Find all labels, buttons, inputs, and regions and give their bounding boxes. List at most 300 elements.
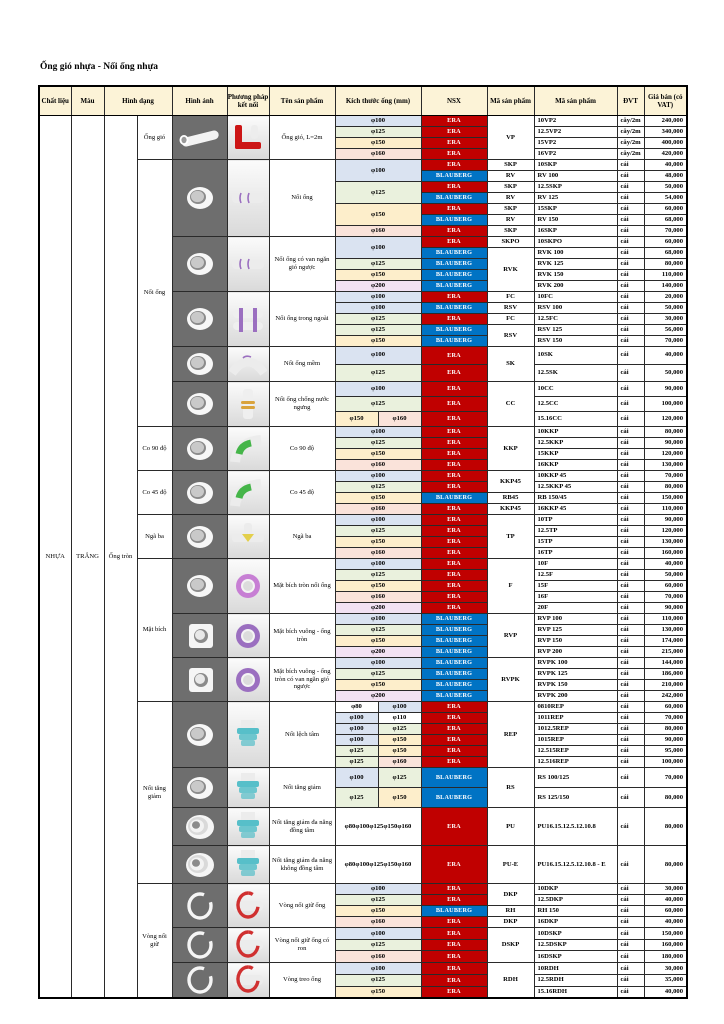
unit-cell: cái — [617, 548, 644, 559]
product-code-cell: RVP 200 — [534, 647, 617, 658]
product-name-cell: Nối ống trong ngoài — [269, 292, 335, 347]
product-code-cell: 12.5F — [534, 570, 617, 581]
price-cell: 120,000 — [644, 412, 687, 427]
product-code-cell: RVK 200 — [534, 281, 617, 292]
product-image — [172, 515, 227, 559]
unit-cell: cái — [617, 397, 644, 412]
size-cell: φ150 — [335, 906, 421, 917]
product-code-group-cell: PU-E — [487, 846, 534, 884]
product-code-cell: RVPK 150 — [534, 680, 617, 691]
product-code-group-cell: RDH — [487, 963, 534, 999]
product-code-cell: RVPK 200 — [534, 691, 617, 702]
size-cell: φ125 — [335, 325, 421, 336]
connection-method-image — [227, 347, 269, 382]
product-code-cell: RSV 100 — [534, 303, 617, 314]
product-image — [172, 928, 227, 963]
size-cell: φ100 — [335, 559, 421, 570]
size-cell: φ125 — [335, 974, 421, 986]
connection-method-image — [227, 928, 269, 963]
product-code-cell: 10SK — [534, 347, 617, 365]
product-name-cell: Nối ống có van ngăn gió ngược — [269, 237, 335, 292]
size-cell: φ100 — [378, 702, 421, 713]
size-cell: φ125 — [335, 788, 378, 808]
price-cell: 30,000 — [644, 963, 687, 975]
manufacturer-badge: BLAUBERG — [421, 680, 487, 691]
product-code-cell: 12.5SKP — [534, 182, 617, 193]
unit-cell: cái — [617, 281, 644, 292]
manufacturer-badge: ERA — [421, 939, 487, 951]
size-cell: φ125 — [335, 625, 421, 636]
form-group-cell: Ống tròn — [104, 116, 137, 999]
manufacturer-badge: ERA — [421, 237, 487, 248]
manufacturer-badge: ERA — [421, 449, 487, 460]
size-cell: φ100 — [335, 614, 421, 625]
manufacturer-badge: ERA — [421, 963, 487, 975]
price-cell: 40,000 — [644, 895, 687, 906]
table-row — [39, 471, 687, 482]
manufacturer-badge: ERA — [421, 438, 487, 449]
price-table — [38, 85, 688, 999]
product-code-cell: 10RDH — [534, 963, 617, 975]
product-image — [172, 559, 227, 614]
manufacturer-badge: BLAUBERG — [421, 281, 487, 292]
manufacturer-badge: ERA — [421, 603, 487, 614]
connection-method-image — [227, 768, 269, 808]
product-name-cell: Ống gió, L=2m — [269, 116, 335, 160]
unit-cell: cái — [617, 713, 644, 724]
price-cell: 215,000 — [644, 647, 687, 658]
unit-cell: cái — [617, 471, 644, 482]
size-cell: φ100 — [335, 427, 421, 438]
product-code-group-cell: SKP — [487, 226, 534, 237]
product-code-cell: PU16.15.12.5.12.10.8 - E — [534, 846, 617, 884]
size-cell: φ100 — [335, 303, 421, 314]
size-cell: φ160 — [335, 592, 421, 603]
size-cell: φ125 — [335, 895, 421, 906]
size-cell: φ125 — [335, 526, 421, 537]
connection-method-image — [227, 614, 269, 658]
product-code-group-cell: TP — [487, 515, 534, 559]
size-cell: φ160 — [335, 460, 421, 471]
size-cell: φ150 — [378, 735, 421, 746]
column-header: Tên sản phẩm — [269, 86, 335, 116]
manufacturer-badge: ERA — [421, 314, 487, 325]
manufacturer-badge: ERA — [421, 515, 487, 526]
size-cell: φ160 — [335, 548, 421, 559]
product-code-group-cell: KKP45 — [487, 504, 534, 515]
manufacturer-badge: ERA — [421, 182, 487, 193]
price-cell: 80,000 — [644, 724, 687, 735]
price-cell: 150,000 — [644, 493, 687, 504]
price-cell: 90,000 — [644, 735, 687, 746]
product-code-cell: 12.5RDH — [534, 974, 617, 986]
unit-cell: cái — [617, 603, 644, 614]
size-cell: φ125 — [335, 757, 378, 768]
product-code-cell: RVPK 125 — [534, 669, 617, 680]
size-cell: φ150 — [335, 138, 421, 149]
price-cell: 30,000 — [644, 314, 687, 325]
price-cell: 60,000 — [644, 906, 687, 917]
manufacturer-badge: ERA — [421, 581, 487, 592]
price-cell: 50,000 — [644, 182, 687, 193]
size-cell: φ100 — [335, 116, 421, 127]
product-image — [172, 963, 227, 999]
unit-cell: cái — [617, 570, 644, 581]
price-cell: 60,000 — [644, 237, 687, 248]
size-cell: φ125 — [335, 314, 421, 325]
price-cell: 95,000 — [644, 746, 687, 757]
product-code-group-cell: RS — [487, 768, 534, 808]
size-cell: φ125 — [335, 182, 421, 204]
price-cell: 240,000 — [644, 116, 687, 127]
manufacturer-badge: BLAUBERG — [421, 259, 487, 270]
manufacturer-badge: ERA — [421, 427, 487, 438]
unit-cell: cây/2m — [617, 127, 644, 138]
product-image — [172, 614, 227, 658]
size-cell: φ150 — [335, 336, 421, 347]
unit-cell: cái — [617, 292, 644, 303]
price-cell: 242,000 — [644, 691, 687, 702]
price-cell: 90,000 — [644, 515, 687, 526]
size-cell: φ100 — [335, 515, 421, 526]
price-cell: 90,000 — [644, 603, 687, 614]
unit-cell: cái — [617, 951, 644, 963]
product-image — [172, 347, 227, 382]
price-cell: 110,000 — [644, 270, 687, 281]
unit-cell: cái — [617, 248, 644, 259]
connection-method-image — [227, 427, 269, 471]
unit-cell: cái — [617, 724, 644, 735]
unit-cell: cái — [617, 314, 644, 325]
shape-label-cell: Co 90 độ — [137, 427, 172, 471]
product-name-cell: Mặt bích tròn nối ống — [269, 559, 335, 614]
size-cell: φ150 — [335, 449, 421, 460]
manufacturer-badge: ERA — [421, 951, 487, 963]
price-cell: 54,000 — [644, 193, 687, 204]
size-cell: φ160 — [335, 504, 421, 515]
manufacturer-badge: BLAUBERG — [421, 270, 487, 281]
product-image — [172, 292, 227, 347]
product-code-cell: RH 150 — [534, 906, 617, 917]
unit-cell: cái — [617, 647, 644, 658]
unit-cell: cái — [617, 270, 644, 281]
manufacturer-badge: ERA — [421, 884, 487, 895]
material-cell: NHỰA — [39, 116, 71, 999]
manufacturer-badge: BLAUBERG — [421, 215, 487, 226]
product-code-cell: 16KKP 45 — [534, 504, 617, 515]
product-code-cell: 12.5DSKP — [534, 939, 617, 951]
manufacturer-badge: ERA — [421, 808, 487, 846]
price-cell: 120,000 — [644, 526, 687, 537]
price-cell: 130,000 — [644, 460, 687, 471]
unit-cell: cái — [617, 636, 644, 647]
price-cell: 80,000 — [644, 482, 687, 493]
product-code-cell: RVPK 100 — [534, 658, 617, 669]
size-cell: φ200 — [335, 691, 421, 702]
product-code-cell: RVP 150 — [534, 636, 617, 647]
column-header: Màu — [71, 86, 104, 116]
connection-method-image — [227, 846, 269, 884]
product-code-cell: 15.16RDH — [534, 986, 617, 998]
price-cell: 40,000 — [644, 160, 687, 171]
product-code-cell: 15TP — [534, 537, 617, 548]
price-cell: 150,000 — [644, 928, 687, 940]
unit-cell: cái — [617, 974, 644, 986]
size-cell: φ125 — [335, 570, 421, 581]
product-code-group-cell: KKP45 — [487, 471, 534, 493]
manufacturer-badge: ERA — [421, 570, 487, 581]
price-cell: 60,000 — [644, 204, 687, 215]
price-cell: 70,000 — [644, 226, 687, 237]
manufacturer-badge: ERA — [421, 846, 487, 884]
manufacturer-badge: ERA — [421, 713, 487, 724]
product-code-group-cell: DKP — [487, 917, 534, 928]
product-name-cell: Nối tăng giảm đa năng đồng tâm — [269, 808, 335, 846]
unit-cell: cái — [617, 427, 644, 438]
manufacturer-badge: ERA — [421, 116, 487, 127]
product-name-cell: Mặt bích vuông - ống tròn có van ngăn gió ngược — [269, 658, 335, 702]
unit-cell: cái — [617, 382, 644, 397]
manufacturer-badge: BLAUBERG — [421, 788, 487, 808]
product-code-cell: 16KKP — [534, 460, 617, 471]
size-cell: φ150 — [335, 204, 421, 226]
product-code-cell: RS 125/150 — [534, 788, 617, 808]
size-cell: φ100 — [335, 292, 421, 303]
unit-cell: cái — [617, 364, 644, 382]
unit-cell: cái — [617, 702, 644, 713]
manufacturer-badge: BLAUBERG — [421, 171, 487, 182]
price-cell: 90,000 — [644, 382, 687, 397]
product-code-group-cell: RSV — [487, 303, 534, 314]
manufacturer-badge: ERA — [421, 204, 487, 215]
product-code-cell: 15KKP — [534, 449, 617, 460]
manufacturer-badge: BLAUBERG — [421, 614, 487, 625]
connection-method-image — [227, 515, 269, 559]
size-cell: φ125 — [335, 127, 421, 138]
product-code-cell: 12.5SK — [534, 364, 617, 382]
size-cell: φ160 — [378, 412, 421, 427]
price-cell: 180,000 — [644, 951, 687, 963]
unit-cell: cái — [617, 204, 644, 215]
manufacturer-badge: ERA — [421, 917, 487, 928]
column-header: Phương pháp kết nối — [227, 86, 269, 116]
size-cell: φ125 — [378, 724, 421, 735]
size-cell: φ200 — [335, 603, 421, 614]
product-name-cell: Co 90 độ — [269, 427, 335, 471]
shape-label-cell: Co 45 độ — [137, 471, 172, 515]
size-cell: φ125 — [335, 482, 421, 493]
product-code-cell: 1011REP — [534, 713, 617, 724]
product-code-cell: 15.16CC — [534, 412, 617, 427]
manufacturer-badge: BLAUBERG — [421, 336, 487, 347]
manufacturer-badge: ERA — [421, 974, 487, 986]
product-code-cell: 12.516REP — [534, 757, 617, 768]
product-code-cell: 1012.5REP — [534, 724, 617, 735]
unit-cell: cây/2m — [617, 138, 644, 149]
product-image — [172, 237, 227, 292]
size-cell: φ80φ100φ125φ150φ160 — [335, 846, 421, 884]
size-cell: φ125 — [335, 364, 421, 382]
unit-cell: cái — [617, 691, 644, 702]
product-code-cell: RVK 150 — [534, 270, 617, 281]
size-cell: φ160 — [335, 226, 421, 237]
product-code-cell: 12.5KKP — [534, 438, 617, 449]
price-cell: 70,000 — [644, 336, 687, 347]
unit-cell: cái — [617, 193, 644, 204]
manufacturer-badge: ERA — [421, 548, 487, 559]
product-code-group-cell: RH — [487, 906, 534, 917]
size-cell: φ125 — [335, 397, 421, 412]
unit-cell: cái — [617, 515, 644, 526]
manufacturer-badge: BLAUBERG — [421, 647, 487, 658]
unit-cell: cái — [617, 438, 644, 449]
size-cell: φ125 — [335, 746, 378, 757]
size-cell: φ125 — [335, 669, 421, 680]
product-code-cell: RSV 125 — [534, 325, 617, 336]
product-image — [172, 808, 227, 846]
size-cell: φ100 — [335, 471, 421, 482]
manufacturer-badge: BLAUBERG — [421, 248, 487, 259]
product-code-cell: 20F — [534, 603, 617, 614]
size-cell: φ100 — [335, 768, 378, 788]
unit-cell: cái — [617, 559, 644, 570]
unit-cell: cái — [617, 226, 644, 237]
size-cell: φ100 — [335, 735, 378, 746]
manufacturer-badge: BLAUBERG — [421, 669, 487, 680]
unit-cell: cái — [617, 986, 644, 998]
shape-label-cell: Nối ống — [137, 160, 172, 427]
manufacturer-badge: ERA — [421, 160, 487, 171]
connection-method-image — [227, 160, 269, 237]
size-cell: φ100 — [335, 237, 421, 259]
unit-cell: cái — [617, 746, 644, 757]
manufacturer-badge: BLAUBERG — [421, 768, 487, 788]
product-code-group-cell: RV — [487, 215, 534, 226]
connection-method-image — [227, 292, 269, 347]
unit-cell: cái — [617, 412, 644, 427]
product-code-cell: RS 100/125 — [534, 768, 617, 788]
unit-cell: cái — [617, 537, 644, 548]
manufacturer-badge: ERA — [421, 482, 487, 493]
price-cell: 160,000 — [644, 548, 687, 559]
size-cell: φ150 — [335, 636, 421, 647]
product-code-cell: 12.5VP2 — [534, 127, 617, 138]
product-code-cell: RVP 125 — [534, 625, 617, 636]
product-image — [172, 382, 227, 427]
product-code-cell: 10VP2 — [534, 116, 617, 127]
price-cell: 80,000 — [644, 427, 687, 438]
product-code-cell: 10CC — [534, 382, 617, 397]
product-name-cell: Co 45 độ — [269, 471, 335, 515]
size-cell: φ125 — [335, 939, 421, 951]
unit-cell: cái — [617, 237, 644, 248]
product-code-cell: 16DKP — [534, 917, 617, 928]
manufacturer-badge: ERA — [421, 292, 487, 303]
table-row — [39, 884, 687, 895]
product-code-cell: 12.5DKP — [534, 895, 617, 906]
product-code-cell: 12.5TP — [534, 526, 617, 537]
table-row — [39, 116, 687, 127]
product-code-group-cell: DSKP — [487, 928, 534, 963]
product-code-cell: 15F — [534, 581, 617, 592]
manufacturer-badge: ERA — [421, 471, 487, 482]
unit-cell: cái — [617, 808, 644, 846]
price-cell: 420,000 — [644, 149, 687, 160]
product-code-group-cell: FC — [487, 292, 534, 303]
price-cell: 400,000 — [644, 138, 687, 149]
product-code-group-cell: RVPK — [487, 658, 534, 702]
unit-cell: cái — [617, 493, 644, 504]
product-name-cell: Nối tăng giảm đa năng không đồng tâm — [269, 846, 335, 884]
unit-cell: cái — [617, 303, 644, 314]
price-cell: 110,000 — [644, 504, 687, 515]
size-cell: φ160 — [335, 917, 421, 928]
manufacturer-badge: ERA — [421, 127, 487, 138]
product-code-group-cell: PU — [487, 808, 534, 846]
price-cell: 110,000 — [644, 614, 687, 625]
unit-cell: cái — [617, 460, 644, 471]
product-code-group-cell: RSV — [487, 325, 534, 347]
unit-cell: cái — [617, 259, 644, 270]
size-cell: φ150 — [378, 788, 421, 808]
size-cell: φ125 — [335, 259, 421, 270]
price-cell: 140,000 — [644, 281, 687, 292]
column-header: Giá bán (có VAT) — [644, 86, 687, 116]
product-code-cell: 12.515REP — [534, 746, 617, 757]
price-cell: 120,000 — [644, 449, 687, 460]
product-name-cell: Vòng nối giữ ống — [269, 884, 335, 928]
unit-cell: cái — [617, 939, 644, 951]
product-code-cell: 12.5KKP 45 — [534, 482, 617, 493]
price-cell: 100,000 — [644, 757, 687, 768]
product-code-group-cell: RVP — [487, 614, 534, 658]
column-header: Kích thước ống (mm) — [335, 86, 421, 116]
table-row — [39, 702, 687, 713]
size-cell: φ150 — [335, 680, 421, 691]
page-title: Ống gió nhựa - Nối ống nhựa — [40, 62, 159, 72]
unit-cell: cái — [617, 669, 644, 680]
product-code-cell: 10SKPO — [534, 237, 617, 248]
product-name-cell: Nối ống chống nước ngưng — [269, 382, 335, 427]
size-cell: φ150 — [335, 986, 421, 998]
unit-cell: cái — [617, 757, 644, 768]
column-header: Hình dạng — [104, 86, 172, 116]
price-cell: 80,000 — [644, 808, 687, 846]
size-cell: φ150 — [335, 537, 421, 548]
product-name-cell: Nối tăng giảm — [269, 768, 335, 808]
product-code-group-cell: DKP — [487, 884, 534, 906]
product-code-cell: 10DSKP — [534, 928, 617, 940]
product-code-group-cell: VP — [487, 116, 534, 160]
size-cell: φ160 — [335, 149, 421, 160]
unit-cell: cái — [617, 592, 644, 603]
size-cell: φ160 — [335, 951, 421, 963]
table-row — [39, 160, 687, 171]
product-code-cell: 16VP2 — [534, 149, 617, 160]
column-header: Hình ảnh — [172, 86, 227, 116]
price-cell: 70,000 — [644, 471, 687, 482]
product-code-cell: RSV 150 — [534, 336, 617, 347]
product-code-cell: RV 100 — [534, 171, 617, 182]
price-cell: 40,000 — [644, 347, 687, 365]
price-cell: 174,000 — [644, 636, 687, 647]
price-cell: 35,000 — [644, 974, 687, 986]
product-code-cell: 10KKP 45 — [534, 471, 617, 482]
size-cell: φ100 — [335, 928, 421, 940]
unit-cell: cái — [617, 625, 644, 636]
product-code-cell: 1015REP — [534, 735, 617, 746]
price-cell: 130,000 — [644, 625, 687, 636]
